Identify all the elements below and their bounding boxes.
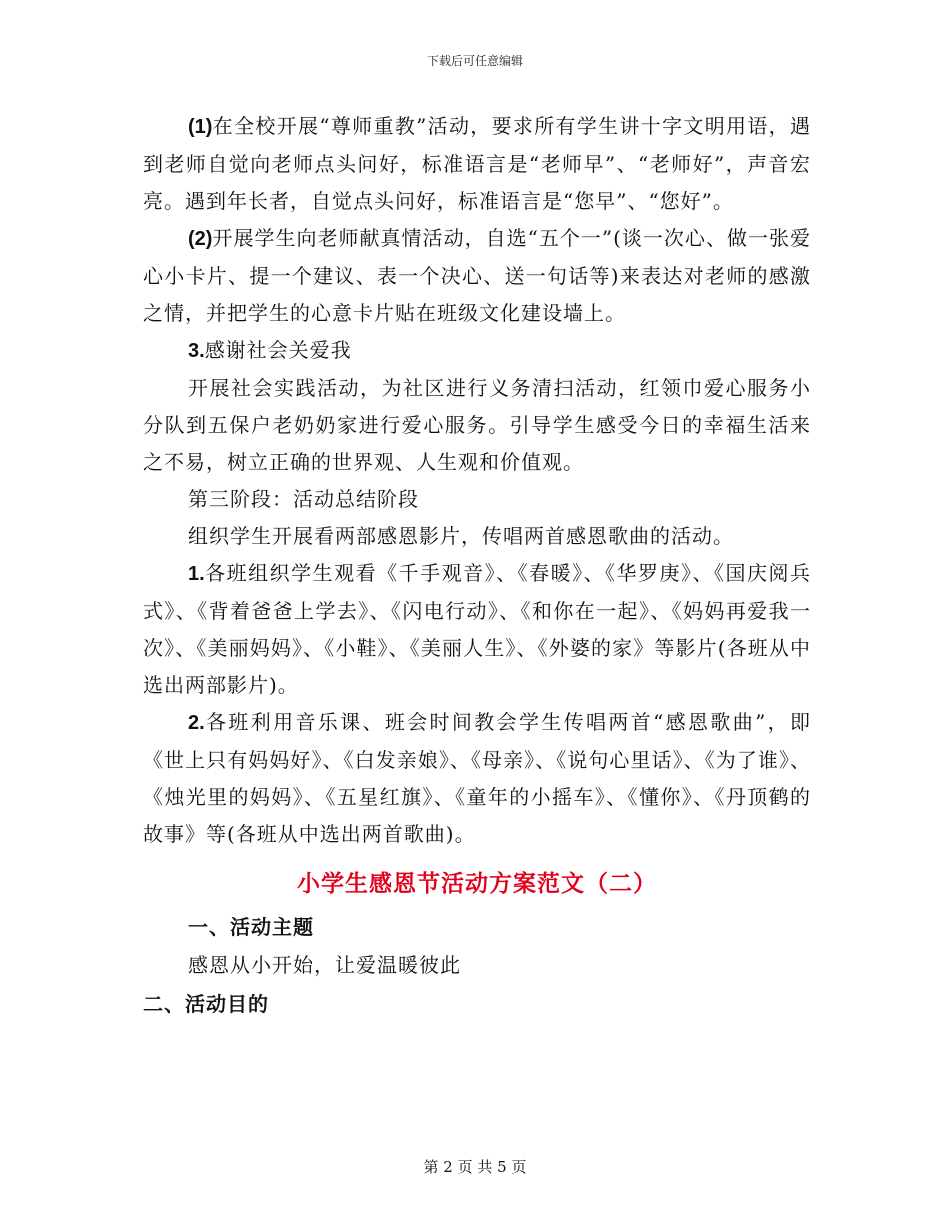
page-footer: 第 2 页 共 5 页 bbox=[423, 1158, 527, 1176]
paragraph-gratitude-to-teachers bbox=[143, 220, 811, 332]
page-header: 下载后可任意编辑 bbox=[426, 54, 523, 68]
paragraph-theme: 感恩从小开始，让爱温暖彼此 bbox=[188, 953, 461, 977]
section-title: 小学生感恩节活动方案范文（二） bbox=[297, 870, 657, 897]
document-body bbox=[143, 108, 811, 1024]
item-number: 1. bbox=[188, 563, 205, 585]
item-number: 2. bbox=[188, 712, 205, 734]
item-number: (1) bbox=[188, 116, 213, 138]
paragraph-text: 感谢社会关爱我 bbox=[204, 338, 352, 362]
paragraph-thank-society bbox=[143, 332, 811, 370]
item-number: (2) bbox=[188, 228, 213, 250]
heading-activity-purpose: 二、活动目的 bbox=[143, 992, 269, 1016]
paragraph-stage-three: 第三阶段：活动总结阶段 bbox=[188, 487, 419, 511]
paragraph-respect-teachers bbox=[143, 108, 811, 220]
paragraph-films bbox=[143, 555, 811, 704]
paragraph-social-practice: 开展社会实践活动，为社区进行义务清扫活动，红领巾爱心服务小分队到五保户老奶奶家进行爱心服务。引导学生感受今日的幸福生活来之不易，树立正确的世界观、人生观和价值观。 bbox=[143, 376, 811, 474]
item-number: 3. bbox=[188, 340, 205, 362]
paragraph-text: 开展学生向老师献真情活动，自选“五个一”(谈一次心、做一张爱心小卡片、提一个建议、表一个决心、送一句话等)来表达对老师的感激之情，并把学生的心意卡片贴在班级文化建设墙上。 bbox=[143, 226, 811, 325]
paragraph-stage-three-intro: 组织学生开展看两部感恩影片，传唱两首感恩歌曲的活动。 bbox=[188, 524, 734, 548]
heading-activity-theme: 一、活动主题 bbox=[188, 915, 314, 939]
paragraph-text: 各班利用音乐课、班会时间教会学生传唱两首“感恩歌曲”，即《世上只有妈妈好》、《白发亲娘》、《母亲》、《说句心里话》、《为了谁》、《烛光里的妈妈》、《五星红旗》、《童年的小摇车》、《懂你》、《丹顶鹤的故事》等(各班从中选出两首歌曲)。 bbox=[143, 710, 811, 846]
paragraph-text: 各班组织学生观看《千手观音》、《春暖》、《华罗庚》、《国庆阅兵式》、《背着爸爸上学去》、《闪电行动》、《和你在一起》、《妈妈再爱我一次》、《美丽妈妈》、《小鞋》、《美丽人生》、《外婆的家》等影片(各班从中选出两部影片)。 bbox=[143, 561, 811, 697]
paragraph-songs bbox=[143, 704, 811, 853]
paragraph-text: 在全校开展“尊师重教”活动，要求所有学生讲十字文明用语，遇到老师自觉向老师点头问好，标准语言是“老师早”、“老师好”，声音宏亮。遇到年长者，自觉点头问好，标准语言是“您早”、“您好”。 bbox=[143, 114, 811, 213]
